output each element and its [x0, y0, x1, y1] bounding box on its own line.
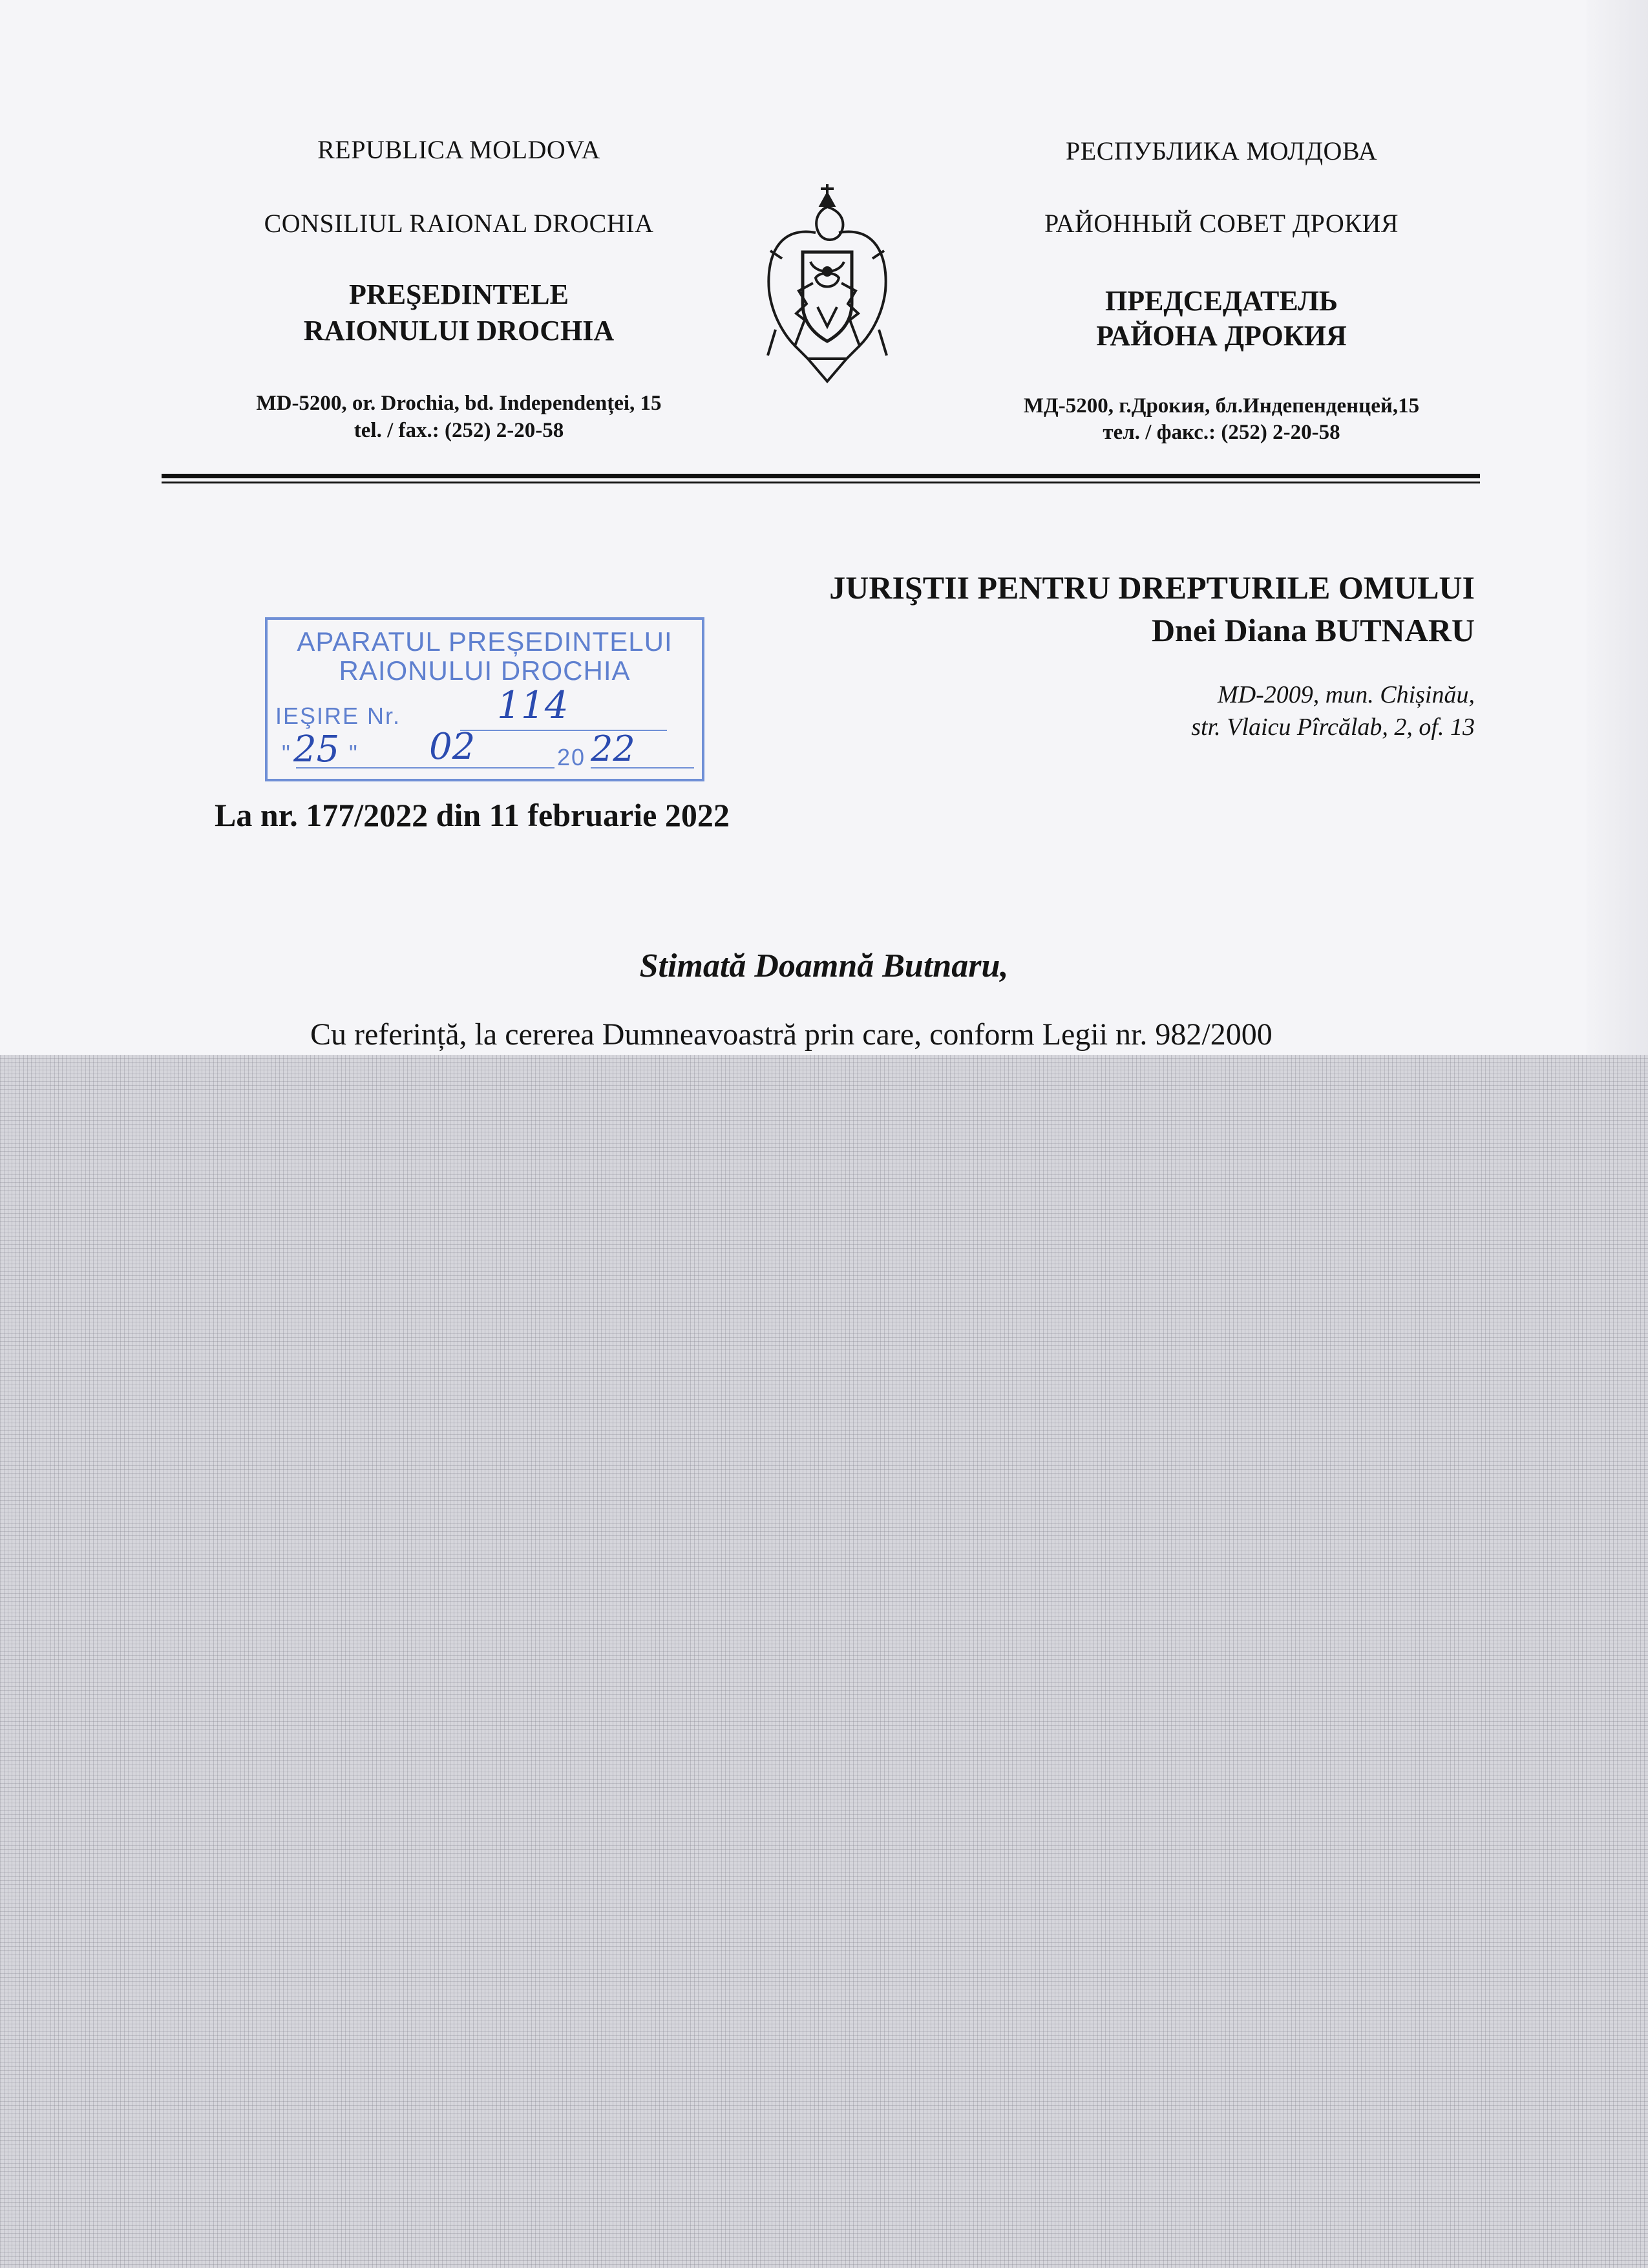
stamp-handwritten-number: 114: [497, 683, 569, 727]
stamp-quote-open: ": [282, 740, 291, 767]
stamp-line1: APARATUL PREȘEDINTELUI: [297, 626, 673, 657]
stamp-handwritten-year: 22: [591, 728, 635, 769]
stamp-year-prefix: 20: [557, 744, 586, 770]
reference-line: La nr. 177/2022 din 11 februarie 2022: [215, 797, 730, 833]
header-left-title-line1: PREŞEDINTELE: [349, 279, 569, 310]
coat-of-arms-icon: [756, 181, 898, 388]
header-right-phone: тел. / факс.: (252) 2-20-58: [1103, 421, 1340, 444]
scan-edge-shadow: [1587, 0, 1648, 1060]
header-left-council: CONSILIUL RAIONAL DROCHIA: [264, 209, 654, 238]
header-right-title-line1: ПРЕДСЕДАТЕЛЬ: [1104, 285, 1338, 317]
stamp-number-line: [460, 730, 667, 731]
header-right-country: РЕСПУБЛИКА МОЛДОВА: [1066, 136, 1377, 165]
stamp-exit-label: IEŞIRE Nr.: [275, 703, 401, 729]
redacted-area: [0, 1055, 1648, 2268]
greeting: Stimată Doamnă Butnaru,: [639, 948, 1009, 984]
header-left-phone: tel. / fax.: (252) 2-20-58: [354, 419, 564, 442]
header-right-address: МД-5200, г.Дрокия, бл.Индепенденцей,15: [1023, 394, 1420, 418]
header-left-title-line2: RAIONULUI DROCHIA: [303, 315, 615, 346]
addressee-organization: JURIŞTII PENTRU DREPTURILE OMULUI: [829, 569, 1475, 606]
header-right-title-line2: РАЙОНА ДРОКИЯ: [1096, 320, 1347, 352]
header-rule-thick: [162, 474, 1480, 478]
stamp-line2: RAIONULUI DROCHIA: [339, 655, 631, 686]
body-first-line: Cu referință, la cererea Dumneavoastră prin care, conform Legii nr. 982/2000: [310, 1017, 1273, 1052]
stamp-handwritten-day: 25: [293, 728, 340, 770]
header-right-council: РАЙОННЫЙ СОВЕТ ДРОКИЯ: [1044, 209, 1399, 238]
header-left-country: REPUBLICA MOLDOVA: [317, 135, 600, 164]
header-left-address: MD-5200, or. Drochia, bd. Independenței, 15: [256, 392, 662, 415]
addressee-city: MD-2009, mun. Chișinău,: [1218, 681, 1475, 708]
stamp-handwritten-month: 02: [429, 726, 476, 768]
addressee-street: str. Vlaicu Pîrcălab, 2, of. 13: [1191, 714, 1475, 741]
header-rule-thin: [162, 482, 1480, 483]
registration-stamp: [265, 617, 704, 781]
addressee-person: Dnei Diana BUTNARU: [1151, 612, 1475, 648]
stamp-quote-close: ": [349, 740, 359, 767]
